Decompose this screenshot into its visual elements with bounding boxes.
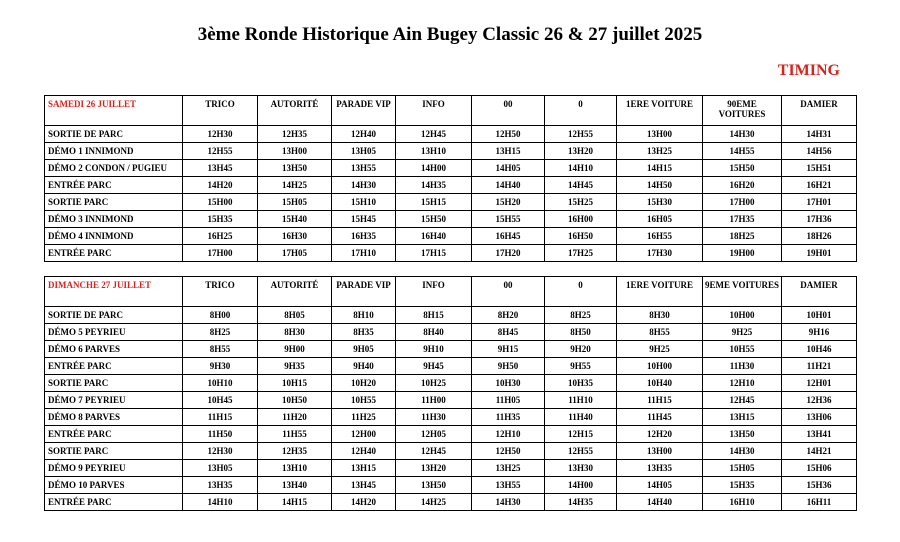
table-row bbox=[45, 358, 857, 375]
day-header: DIMANCHE 27 JUILLET bbox=[45, 277, 183, 307]
time-cell: 14H25 bbox=[396, 494, 472, 511]
time-cell: 9H40 bbox=[332, 358, 396, 375]
time-cell: 11H25 bbox=[332, 409, 396, 426]
time-cell: 10H30 bbox=[472, 375, 545, 392]
header-row bbox=[45, 96, 857, 126]
table-row bbox=[45, 443, 857, 460]
time-cell: 14H15 bbox=[258, 494, 332, 511]
stage-label: ENTRÉE PARC bbox=[45, 494, 183, 511]
time-cell: 12H45 bbox=[396, 126, 472, 143]
column-header: TRICO bbox=[183, 277, 258, 307]
time-cell: 8H55 bbox=[617, 324, 703, 341]
table-row bbox=[45, 160, 857, 177]
time-cell: 9H25 bbox=[703, 324, 782, 341]
time-cell: 9H45 bbox=[396, 358, 472, 375]
time-cell: 16H50 bbox=[545, 228, 617, 245]
day-header: SAMEDI 26 JUILLET bbox=[45, 96, 183, 126]
time-cell: 11H55 bbox=[258, 426, 332, 443]
time-cell: 17H30 bbox=[617, 245, 703, 262]
time-cell: 8H55 bbox=[183, 341, 258, 358]
column-header: AUTORITÉ bbox=[258, 277, 332, 307]
stage-label: DÉMO 10 PARVES bbox=[45, 477, 183, 494]
time-cell: 13H15 bbox=[703, 409, 782, 426]
time-cell: 10H45 bbox=[183, 392, 258, 409]
time-cell: 13H10 bbox=[258, 460, 332, 477]
time-cell: 12H45 bbox=[396, 443, 472, 460]
time-cell: 15H36 bbox=[782, 477, 857, 494]
time-cell: 17H36 bbox=[782, 211, 857, 228]
time-cell: 14H31 bbox=[782, 126, 857, 143]
time-cell: 8H30 bbox=[617, 307, 703, 324]
time-cell: 17H01 bbox=[782, 194, 857, 211]
time-cell: 8H10 bbox=[332, 307, 396, 324]
time-cell: 15H35 bbox=[703, 477, 782, 494]
time-cell: 9H50 bbox=[472, 358, 545, 375]
time-cell: 11H10 bbox=[545, 392, 617, 409]
time-cell: 14H30 bbox=[332, 177, 396, 194]
time-cell: 14H05 bbox=[617, 477, 703, 494]
time-cell: 13H05 bbox=[332, 143, 396, 160]
time-cell: 15H05 bbox=[703, 460, 782, 477]
column-header: 9EME VOITURES bbox=[703, 277, 782, 307]
time-cell: 9H55 bbox=[545, 358, 617, 375]
time-cell: 13H00 bbox=[617, 126, 703, 143]
time-cell: 14H40 bbox=[472, 177, 545, 194]
time-cell: 9H00 bbox=[258, 341, 332, 358]
time-cell: 15H51 bbox=[782, 160, 857, 177]
table-row bbox=[45, 194, 857, 211]
time-cell: 10H10 bbox=[183, 375, 258, 392]
stage-label: DÉMO 5 PEYRIEU bbox=[45, 324, 183, 341]
time-cell: 14H50 bbox=[617, 177, 703, 194]
time-cell: 15H40 bbox=[258, 211, 332, 228]
header-row bbox=[45, 277, 857, 307]
time-cell: 11H30 bbox=[703, 358, 782, 375]
time-cell: 8H40 bbox=[396, 324, 472, 341]
time-cell: 13H40 bbox=[258, 477, 332, 494]
time-cell: 12H55 bbox=[545, 443, 617, 460]
time-cell: 13H15 bbox=[332, 460, 396, 477]
time-cell: 9H05 bbox=[332, 341, 396, 358]
time-cell: 10H46 bbox=[782, 341, 857, 358]
table-row bbox=[45, 324, 857, 341]
column-header: INFO bbox=[396, 277, 472, 307]
time-cell: 14H20 bbox=[332, 494, 396, 511]
time-cell: 8H15 bbox=[396, 307, 472, 324]
time-cell: 9H30 bbox=[183, 358, 258, 375]
time-cell: 16H11 bbox=[782, 494, 857, 511]
time-cell: 17H20 bbox=[472, 245, 545, 262]
time-cell: 13H15 bbox=[472, 143, 545, 160]
column-header: PARADE VIP bbox=[332, 96, 396, 126]
time-cell: 11H45 bbox=[617, 409, 703, 426]
time-cell: 13H55 bbox=[472, 477, 545, 494]
stage-label: ENTRÉE PARC bbox=[45, 245, 183, 262]
time-cell: 13H25 bbox=[617, 143, 703, 160]
table-row bbox=[45, 177, 857, 194]
time-cell: 8H20 bbox=[472, 307, 545, 324]
time-cell: 14H05 bbox=[472, 160, 545, 177]
time-cell: 11H21 bbox=[782, 358, 857, 375]
time-cell: 8H35 bbox=[332, 324, 396, 341]
time-cell: 16H20 bbox=[703, 177, 782, 194]
stage-label: ENTRÉE PARC bbox=[45, 358, 183, 375]
table-row bbox=[45, 409, 857, 426]
time-cell: 10H15 bbox=[258, 375, 332, 392]
stage-label: DÉMO 2 CONDON / PUGIEU bbox=[45, 160, 183, 177]
time-cell: 13H20 bbox=[396, 460, 472, 477]
time-cell: 19H01 bbox=[782, 245, 857, 262]
time-cell: 15H35 bbox=[183, 211, 258, 228]
time-cell: 10H00 bbox=[617, 358, 703, 375]
time-cell: 17H10 bbox=[332, 245, 396, 262]
time-cell: 17H15 bbox=[396, 245, 472, 262]
time-cell: 10H25 bbox=[396, 375, 472, 392]
time-cell: 10H55 bbox=[703, 341, 782, 358]
time-cell: 8H50 bbox=[545, 324, 617, 341]
table-row bbox=[45, 245, 857, 262]
stage-label: SORTIE PARC bbox=[45, 194, 183, 211]
stage-label: SORTIE PARC bbox=[45, 375, 183, 392]
time-cell: 15H55 bbox=[472, 211, 545, 228]
time-cell: 12H30 bbox=[183, 126, 258, 143]
time-cell: 15H10 bbox=[332, 194, 396, 211]
time-cell: 14H25 bbox=[258, 177, 332, 194]
column-header: 00 bbox=[472, 277, 545, 307]
time-cell: 8H05 bbox=[258, 307, 332, 324]
time-cell: 17H25 bbox=[545, 245, 617, 262]
time-cell: 14H20 bbox=[183, 177, 258, 194]
stage-label: ENTRÉE PARC bbox=[45, 426, 183, 443]
time-cell: 8H30 bbox=[258, 324, 332, 341]
time-cell: 12H36 bbox=[782, 392, 857, 409]
time-cell: 15H20 bbox=[472, 194, 545, 211]
table-row bbox=[45, 460, 857, 477]
time-cell: 14H00 bbox=[396, 160, 472, 177]
table-row bbox=[45, 143, 857, 160]
time-cell: 10H20 bbox=[332, 375, 396, 392]
time-cell: 11H15 bbox=[617, 392, 703, 409]
time-cell: 12H35 bbox=[258, 126, 332, 143]
table-row bbox=[45, 211, 857, 228]
time-cell: 12H40 bbox=[332, 126, 396, 143]
time-cell: 16H10 bbox=[703, 494, 782, 511]
table-row bbox=[45, 375, 857, 392]
time-cell: 14H55 bbox=[703, 143, 782, 160]
time-cell: 12H45 bbox=[703, 392, 782, 409]
table-row bbox=[45, 494, 857, 511]
column-header: 1ERE VOITURE bbox=[617, 277, 703, 307]
time-cell: 11H00 bbox=[396, 392, 472, 409]
stage-label: ENTRÉE PARC bbox=[45, 177, 183, 194]
time-cell: 11H30 bbox=[396, 409, 472, 426]
time-cell: 13H05 bbox=[183, 460, 258, 477]
time-cell: 12H15 bbox=[545, 426, 617, 443]
time-cell: 14H35 bbox=[396, 177, 472, 194]
time-cell: 15H00 bbox=[183, 194, 258, 211]
time-cell: 15H50 bbox=[703, 160, 782, 177]
time-cell: 14H30 bbox=[472, 494, 545, 511]
time-cell: 16H25 bbox=[183, 228, 258, 245]
time-cell: 17H35 bbox=[703, 211, 782, 228]
time-cell: 14H30 bbox=[703, 126, 782, 143]
time-cell: 12H50 bbox=[472, 126, 545, 143]
table-row bbox=[45, 341, 857, 358]
stage-label: DÉMO 4 INNIMOND bbox=[45, 228, 183, 245]
time-cell: 13H50 bbox=[258, 160, 332, 177]
time-cell: 13H41 bbox=[782, 426, 857, 443]
stage-label: SORTIE DE PARC bbox=[45, 126, 183, 143]
time-cell: 10H00 bbox=[703, 307, 782, 324]
column-header: 0 bbox=[545, 96, 617, 126]
time-cell: 14H21 bbox=[782, 443, 857, 460]
time-cell: 16H05 bbox=[617, 211, 703, 228]
time-cell: 14H10 bbox=[545, 160, 617, 177]
time-cell: 11H05 bbox=[472, 392, 545, 409]
column-header: 1ERE VOITURE bbox=[617, 96, 703, 126]
time-cell: 10H01 bbox=[782, 307, 857, 324]
time-cell: 12H00 bbox=[332, 426, 396, 443]
time-cell: 14H40 bbox=[617, 494, 703, 511]
time-cell: 16H00 bbox=[545, 211, 617, 228]
time-cell: 15H15 bbox=[396, 194, 472, 211]
column-header: 90EME VOITURES bbox=[703, 96, 782, 126]
table-row bbox=[45, 126, 857, 143]
time-cell: 19H00 bbox=[703, 245, 782, 262]
table-row bbox=[45, 426, 857, 443]
stage-label: DÉMO 1 INNIMOND bbox=[45, 143, 183, 160]
table-row bbox=[45, 392, 857, 409]
time-cell: 17H00 bbox=[183, 245, 258, 262]
column-header: PARADE VIP bbox=[332, 277, 396, 307]
time-cell: 14H15 bbox=[617, 160, 703, 177]
stage-label: DÉMO 6 PARVES bbox=[45, 341, 183, 358]
time-cell: 13H35 bbox=[617, 460, 703, 477]
time-cell: 13H45 bbox=[183, 160, 258, 177]
time-cell: 12H30 bbox=[183, 443, 258, 460]
stage-label: SORTIE DE PARC bbox=[45, 307, 183, 324]
time-cell: 10H55 bbox=[332, 392, 396, 409]
time-cell: 12H35 bbox=[258, 443, 332, 460]
column-header: DAMIER bbox=[782, 277, 857, 307]
time-cell: 17H05 bbox=[258, 245, 332, 262]
time-cell: 14H56 bbox=[782, 143, 857, 160]
stage-label: DÉMO 3 INNIMOND bbox=[45, 211, 183, 228]
time-cell: 15H30 bbox=[617, 194, 703, 211]
time-cell: 8H25 bbox=[545, 307, 617, 324]
stage-label: DÉMO 8 PARVES bbox=[45, 409, 183, 426]
stage-label: DÉMO 9 PEYRIEU bbox=[45, 460, 183, 477]
time-cell: 16H35 bbox=[332, 228, 396, 245]
timing-label: TIMING bbox=[777, 62, 840, 79]
time-cell: 13H06 bbox=[782, 409, 857, 426]
time-cell: 12H10 bbox=[472, 426, 545, 443]
time-cell: 16H30 bbox=[258, 228, 332, 245]
column-header: AUTORITÉ bbox=[258, 96, 332, 126]
column-header: 0 bbox=[545, 277, 617, 307]
time-cell: 14H35 bbox=[545, 494, 617, 511]
time-cell: 8H25 bbox=[183, 324, 258, 341]
time-cell: 10H35 bbox=[545, 375, 617, 392]
table-row bbox=[45, 307, 857, 324]
time-cell: 11H35 bbox=[472, 409, 545, 426]
time-cell: 12H55 bbox=[545, 126, 617, 143]
time-cell: 13H55 bbox=[332, 160, 396, 177]
time-cell: 12H05 bbox=[396, 426, 472, 443]
stage-label: DÉMO 7 PEYRIEU bbox=[45, 392, 183, 409]
stage-label: SORTIE PARC bbox=[45, 443, 183, 460]
time-cell: 8H00 bbox=[183, 307, 258, 324]
time-cell: 11H15 bbox=[183, 409, 258, 426]
time-cell: 14H10 bbox=[183, 494, 258, 511]
time-cell: 12H20 bbox=[617, 426, 703, 443]
time-cell: 12H50 bbox=[472, 443, 545, 460]
time-cell: 13H00 bbox=[258, 143, 332, 160]
time-cell: 9H16 bbox=[782, 324, 857, 341]
schedule-table-sunday bbox=[44, 276, 857, 511]
column-header: INFO bbox=[396, 96, 472, 126]
time-cell: 16H45 bbox=[472, 228, 545, 245]
time-cell: 11H20 bbox=[258, 409, 332, 426]
time-cell: 13H45 bbox=[332, 477, 396, 494]
time-cell: 15H45 bbox=[332, 211, 396, 228]
time-cell: 9H35 bbox=[258, 358, 332, 375]
time-cell: 13H20 bbox=[545, 143, 617, 160]
time-cell: 13H25 bbox=[472, 460, 545, 477]
time-cell: 12H40 bbox=[332, 443, 396, 460]
time-cell: 12H55 bbox=[183, 143, 258, 160]
time-cell: 9H10 bbox=[396, 341, 472, 358]
table-row bbox=[45, 228, 857, 245]
time-cell: 10H40 bbox=[617, 375, 703, 392]
time-cell: 10H50 bbox=[258, 392, 332, 409]
time-cell: 13H50 bbox=[703, 426, 782, 443]
time-cell: 13H50 bbox=[396, 477, 472, 494]
time-cell: 14H00 bbox=[545, 477, 617, 494]
time-cell: 16H55 bbox=[617, 228, 703, 245]
time-cell: 13H00 bbox=[617, 443, 703, 460]
time-cell: 12H01 bbox=[782, 375, 857, 392]
time-cell: 15H06 bbox=[782, 460, 857, 477]
time-cell: 15H05 bbox=[258, 194, 332, 211]
column-header: TRICO bbox=[183, 96, 258, 126]
time-cell: 16H21 bbox=[782, 177, 857, 194]
schedule-table-saturday bbox=[44, 95, 857, 262]
time-cell: 9H15 bbox=[472, 341, 545, 358]
column-header: DAMIER bbox=[782, 96, 857, 126]
time-cell: 15H25 bbox=[545, 194, 617, 211]
time-cell: 11H50 bbox=[183, 426, 258, 443]
time-cell: 16H40 bbox=[396, 228, 472, 245]
time-cell: 9H20 bbox=[545, 341, 617, 358]
time-cell: 9H25 bbox=[617, 341, 703, 358]
time-cell: 14H45 bbox=[545, 177, 617, 194]
page-title: 3ème Ronde Historique Ain Bugey Classic 26 & 27 juillet 2025 bbox=[197, 24, 703, 45]
time-cell: 18H26 bbox=[782, 228, 857, 245]
time-cell: 13H35 bbox=[183, 477, 258, 494]
time-cell: 17H00 bbox=[703, 194, 782, 211]
time-cell: 13H30 bbox=[545, 460, 617, 477]
column-header: 00 bbox=[472, 96, 545, 126]
time-cell: 15H50 bbox=[396, 211, 472, 228]
time-cell: 12H10 bbox=[703, 375, 782, 392]
table-row bbox=[45, 477, 857, 494]
time-cell: 11H40 bbox=[545, 409, 617, 426]
time-cell: 14H30 bbox=[703, 443, 782, 460]
time-cell: 18H25 bbox=[703, 228, 782, 245]
time-cell: 8H45 bbox=[472, 324, 545, 341]
time-cell: 13H10 bbox=[396, 143, 472, 160]
